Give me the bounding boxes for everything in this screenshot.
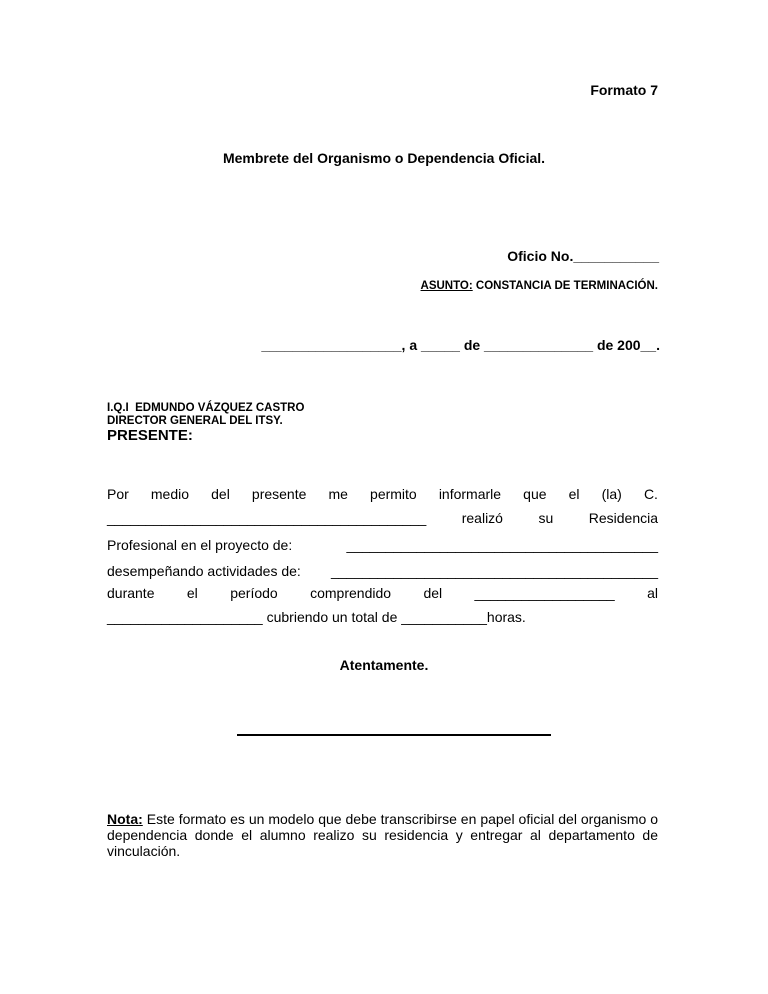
- student-name-blank: _________________________________________: [107, 510, 427, 526]
- note-paragraph: [107, 811, 658, 859]
- recipient-name: I.Q.I EDMUNDO VÁZQUEZ CASTRO: [107, 402, 305, 414]
- recipient-title: DIRECTOR GENERAL DEL ITSY.: [107, 415, 283, 427]
- word: durante: [107, 585, 155, 601]
- word: del: [211, 486, 230, 502]
- word: informarle: [438, 486, 502, 502]
- project-blank: ________________________________________: [346, 537, 658, 553]
- word: comprendido: [310, 585, 392, 601]
- presente-heading: PRESENTE:: [107, 427, 193, 444]
- activities-blank: __________________________________________: [330, 563, 658, 579]
- word: el: [186, 585, 198, 601]
- note-text: Este formato es un modelo que debe transcribirse en papel oficial del organismo o dependencia donde el alumno realizo su residencia y entregar al departamento de vinculación.: [107, 811, 658, 859]
- note-label: Nota:: [107, 811, 143, 827]
- body-line-1: [107, 486, 658, 502]
- place-date-line: __________________, a _____ de ______________ de 200__.: [261, 337, 660, 353]
- body-line-3: [107, 537, 658, 553]
- word: realizó: [461, 510, 503, 526]
- word: del: [423, 585, 443, 601]
- body-line-4: [107, 563, 658, 579]
- word: C.: [643, 486, 658, 502]
- word: medio: [150, 486, 190, 502]
- word: período: [230, 585, 278, 601]
- letterhead-placeholder: Membrete del Organismo o Dependencia Oficial.: [222, 150, 546, 166]
- word: Residencia: [588, 510, 658, 526]
- word: su: [538, 510, 554, 526]
- body-line-5: [107, 585, 658, 601]
- word: que: [523, 486, 547, 502]
- subject-line: [421, 280, 658, 292]
- word: presente: [251, 486, 307, 502]
- word: al: [647, 585, 658, 601]
- subject-label: ASUNTO:: [420, 280, 473, 292]
- word: Por: [107, 486, 129, 502]
- closing-atentamente: Atentamente.: [339, 657, 429, 673]
- body-line-2: [107, 510, 658, 526]
- oficio-number: Oficio No.___________: [507, 248, 659, 264]
- format-number: Formato 7: [590, 82, 658, 98]
- signature-line: [237, 734, 551, 736]
- word: me: [328, 486, 348, 502]
- body-line-6: ____________________ cubriendo un total de ___________horas.: [107, 609, 526, 625]
- start-date-blank: __________________: [474, 585, 615, 601]
- word: (la): [601, 486, 622, 502]
- subject-value: CONSTANCIA DE TERMINACIÓN.: [472, 280, 658, 292]
- project-label: Profesional en el proyecto de:: [107, 537, 293, 553]
- word: permito: [370, 486, 417, 502]
- word: el: [568, 486, 580, 502]
- activities-label: desempeñando actividades de:: [107, 563, 301, 579]
